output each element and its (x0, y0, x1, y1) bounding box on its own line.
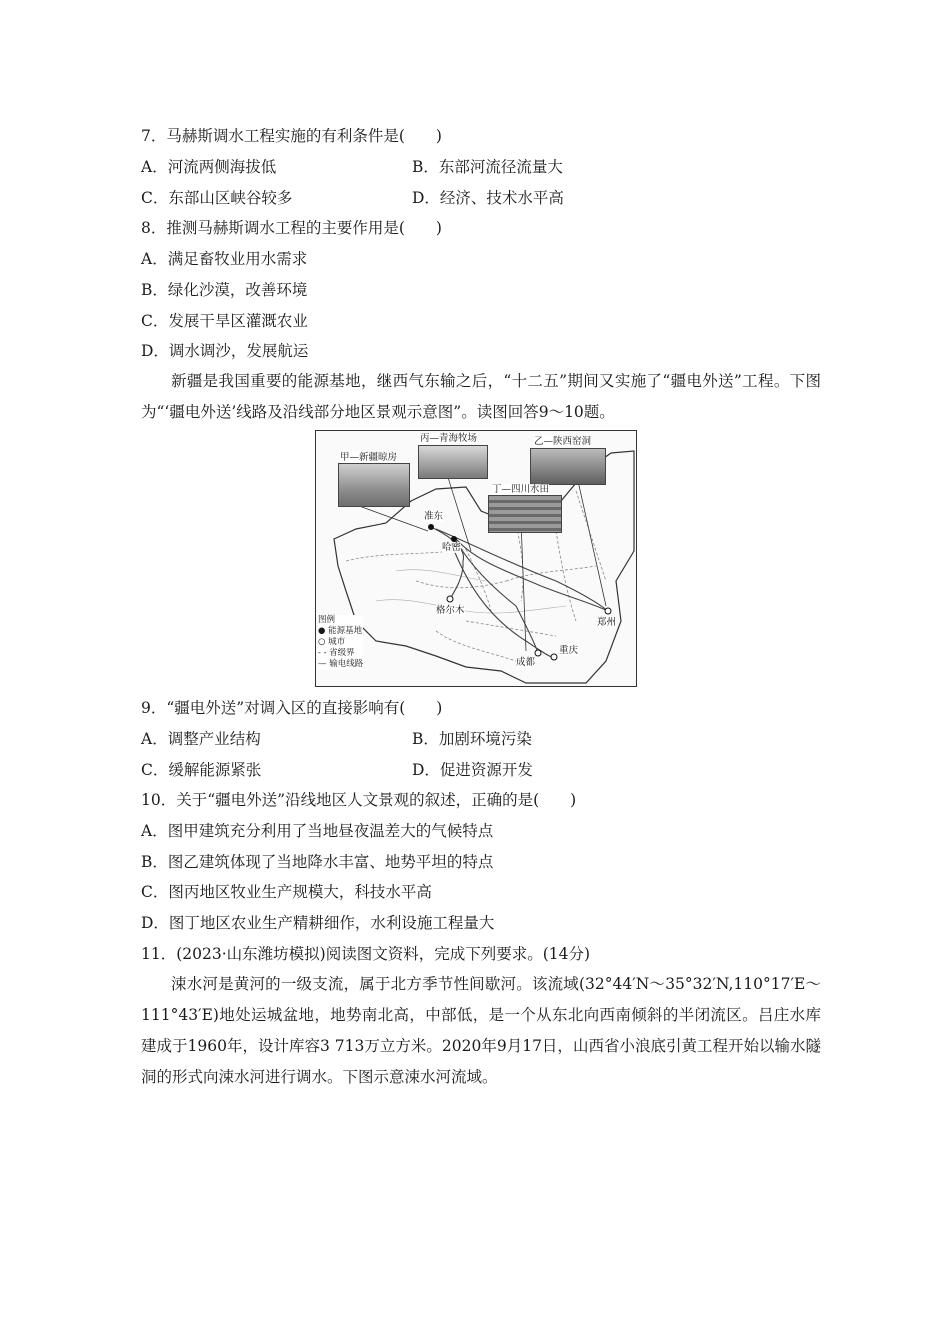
legend-city: ○ 城市 (318, 637, 346, 647)
q7-option-d: D．经济、技术水平高 (412, 189, 564, 207)
q9-option-d: D．促进资源开发 (412, 761, 533, 779)
provincial-borders (346, 491, 606, 661)
photo-jia-drying-house (338, 463, 410, 507)
q7-option-c: C．东部山区峡谷较多 (141, 189, 293, 207)
caption-yi: 乙—陕西窑洞 (534, 436, 592, 447)
photo-yi-shaanxi-cave-dwelling (530, 448, 606, 485)
q7-option-b: B．东部河流径流量大 (412, 158, 563, 176)
energy-base-zhundong (428, 524, 434, 530)
q8-option-d: D．调水调沙，发展航运 (141, 342, 309, 360)
caption-bing: 丙—青海牧场 (420, 433, 478, 444)
label-geermu: 格尔木 (436, 605, 465, 616)
photo-bing-qinghai-pasture (418, 445, 488, 479)
q10-option-c: C．图丙地区牧业生产规模大，科技水平高 (141, 883, 432, 901)
rivers (376, 570, 566, 613)
city-geermu-marker (447, 596, 453, 602)
q10-option-a: A．图甲建筑充分利用了当地昼夜温差大的气候特点 (141, 822, 494, 840)
map-figure (315, 430, 637, 687)
q11-stem: 11．(2023·山东潍坊模拟)阅读图文资料，完成下列要求。(14分) (141, 945, 591, 963)
map-legend (318, 615, 363, 670)
legend-energy-base: ● 能源基地 (318, 626, 363, 636)
q9-option-b: B．加剧环境污染 (412, 730, 532, 748)
q7-option-a: A．河流两侧海拔低 (141, 158, 277, 176)
q7-stem: 7．马赫斯调水工程实施的有利条件是( ) (141, 127, 442, 145)
q8-stem: 8．推测马赫斯调水工程的主要作用是( ) (141, 219, 442, 237)
q9-stem: 9．“疆电外送”对调入区的直接影响有( ) (141, 699, 443, 717)
q10-stem: 10．关于“疆电外送”沿线地区人文景观的叙述，正确的是( ) (141, 791, 577, 809)
intro-paragraph: 新疆是我国重要的能源基地，继西气东输之后，“十二五”期间又实施了“疆电外送”工程。下图为“‘疆电外送’线路及沿线部分地区景观示意图”。读图回答9～10题。 (141, 372, 821, 421)
legend-provincial-border: - - 省级界 (318, 648, 355, 658)
label-chongqing: 重庆 (559, 645, 579, 656)
photo-ding-sichuan-paddy (488, 495, 562, 533)
city-chongqing-marker (551, 654, 557, 660)
legend-transmission-line: — 输电线路 (318, 659, 364, 669)
label-chengdu: 成都 (516, 657, 536, 668)
caption-ding: 丁—四川水田 (492, 484, 550, 495)
label-hami: 哈密 (442, 542, 462, 553)
q8-option-c: C．发展干旱区灌溉农业 (141, 312, 308, 330)
q10-option-d: D．图丁地区农业生产精耕细作，水利设施工程量大 (141, 914, 495, 932)
q10-option-b: B．图乙建筑体现了当地降水丰富、地势平坦的特点 (141, 853, 494, 871)
caption-jia: 甲—新疆晾房 (340, 452, 398, 463)
label-zhundong: 准东 (424, 511, 444, 522)
q11-paragraph: 涑水河是黄河的一级支流，属于北方季节性间歇河。该流域(32°44′N～35°32′N,110°17′E～111°43′E)地处运城盆地，地势南北高，中部低，是一个从东北向西南倾斜的半闭流区。吕庄水库建成于1960年，设计库容3 713万立方米。2020年9月17日，山西省小浪底引黄工程开始以输水隧洞的形式向涑水河进行调水。下图示意涑水河流域。 (141, 975, 821, 1086)
city-chengdu-marker (535, 650, 541, 656)
q9-option-a: A．调整产业结构 (141, 730, 261, 748)
city-zhengzhou-marker (605, 608, 611, 614)
label-zhengzhou: 郑州 (597, 617, 617, 628)
q9-option-c: C．缓解能源紧张 (141, 761, 262, 779)
q8-option-b: B．绿化沙漠，改善环境 (141, 281, 308, 299)
legend-title: 图例 (318, 615, 336, 625)
q8-option-a: A．满足畜牧业用水需求 (141, 250, 308, 268)
